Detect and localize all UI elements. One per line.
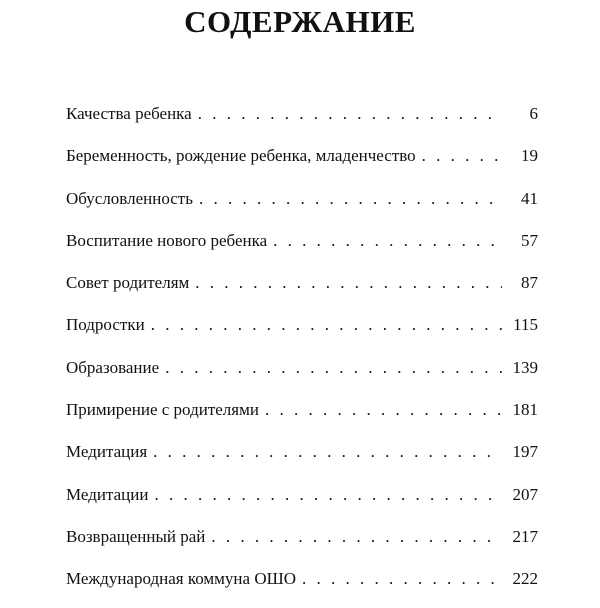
toc-entry-page-number: 6 — [529, 104, 538, 123]
toc-entry-title: Воспитание нового ребенка — [66, 230, 268, 250]
dot-leader — [211, 523, 502, 551]
toc-entry-title: Медитация — [66, 442, 148, 462]
toc-entry[interactable] — [66, 523, 538, 565]
toc-entry-page-number: 207 — [512, 484, 538, 504]
toc-entry-page-number: 197 — [512, 442, 538, 462]
toc-entry[interactable] — [66, 438, 538, 480]
toc-entry[interactable] — [66, 185, 538, 227]
toc-entry-page-number: 217 — [512, 526, 538, 546]
dot-leader — [165, 354, 502, 382]
dot-leader — [302, 565, 502, 593]
toc-entry[interactable] — [66, 396, 538, 438]
toc-entry[interactable] — [66, 565, 538, 607]
toc-entry-title: Примирение с родителями — [66, 400, 259, 420]
dot-leader — [273, 227, 502, 255]
toc-entry-title: Международная коммуна ОШО — [66, 569, 297, 589]
toc-entry-title: Качества ребенка — [66, 104, 192, 123]
toc-entry[interactable] — [66, 100, 538, 142]
toc-entry-title: Совет родителям — [66, 273, 190, 293]
dot-leader — [265, 396, 502, 424]
toc-entry[interactable] — [66, 311, 538, 353]
dot-leader — [422, 142, 502, 170]
toc-entry[interactable] — [66, 481, 538, 523]
toc-entry[interactable] — [66, 269, 538, 311]
toc-entry-page-number: 57 — [521, 230, 538, 250]
dot-leader — [198, 100, 502, 128]
toc-entry-page-number: 19 — [521, 146, 538, 166]
dot-leader — [154, 481, 502, 509]
page-title: СОДЕРЖАНИЕ — [184, 4, 416, 39]
toc-entry-page-number: 115 — [513, 315, 538, 335]
toc-entry-title: Возвращенный рай — [66, 526, 206, 546]
toc-entry[interactable] — [66, 142, 538, 184]
toc-entry-page-number: 139 — [512, 357, 538, 377]
toc-entry-title: Обусловленность — [66, 188, 193, 208]
toc-entry-title: Образование — [66, 357, 160, 377]
table-of-contents — [66, 100, 538, 608]
toc-entry-title: Беременность, рождение ребенка, младенчество — [66, 146, 416, 166]
toc-entry[interactable] — [66, 227, 538, 269]
toc-entry-title: Медитации — [66, 484, 149, 504]
toc-entry-title: Подростки — [66, 315, 145, 335]
toc-entry[interactable] — [66, 354, 538, 396]
dot-leader — [151, 311, 502, 339]
dot-leader — [195, 269, 502, 297]
toc-entry-page-number: 41 — [521, 188, 538, 208]
toc-entry-page-number: 87 — [521, 273, 538, 293]
dot-leader — [153, 438, 502, 466]
dot-leader — [199, 185, 502, 213]
toc-entry-page-number: 222 — [512, 569, 538, 589]
toc-entry-page-number: 181 — [512, 400, 538, 420]
